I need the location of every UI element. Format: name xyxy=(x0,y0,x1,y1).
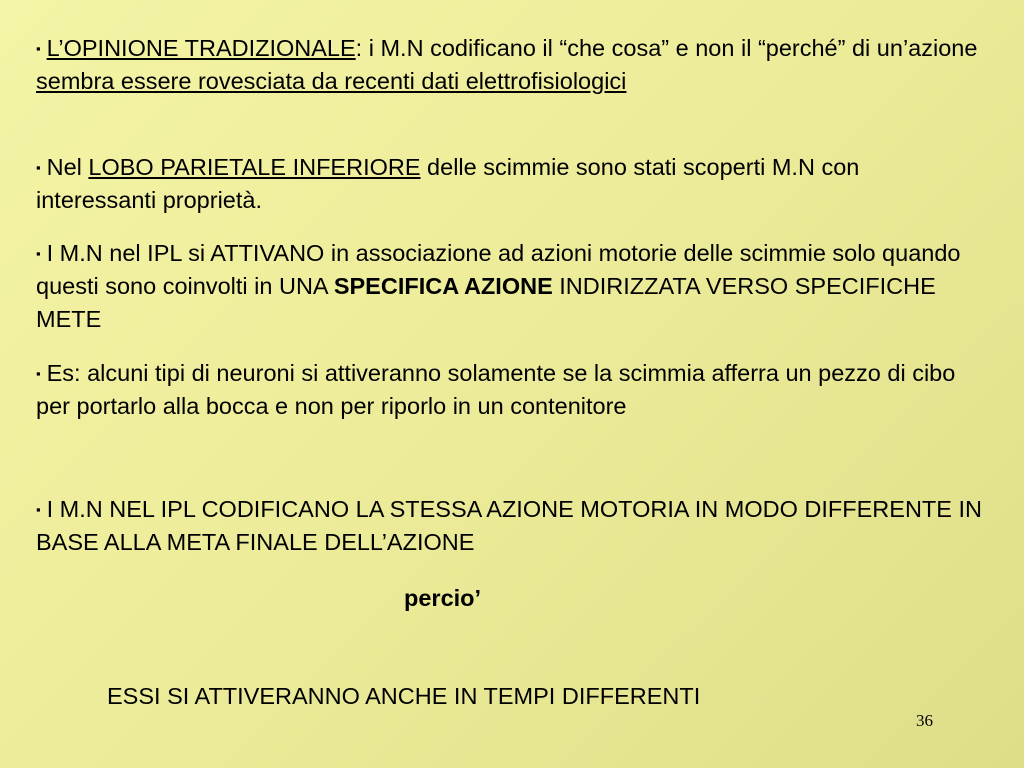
bullet-text: I M.N NEL IPL CODIFICANO LA STESSA AZIONE MOTORIA IN MODO DIFFERENTE IN BASE ALLA META FINALE DELL’AZIONE xyxy=(36,496,982,555)
bullet-text-underlined: sembra essere rovesciata da recenti dati elettrofisiologici xyxy=(36,68,627,94)
bullet-marker: ▪ xyxy=(36,502,41,517)
bullet-ipl-activation xyxy=(36,237,986,336)
conclusion-text: ESSI SI ATTIVERANNO ANCHE IN TEMPI DIFFERENTI xyxy=(107,683,701,709)
bullet-text: INDIRIZZATA VERSO SPECIFICHE METE xyxy=(36,273,936,332)
bullet-marker: ▪ xyxy=(36,246,41,261)
bullet-marker: ▪ xyxy=(36,366,41,381)
bullet-text: delle scimmie sono stati scoperti M.N con interessanti proprietà. xyxy=(36,154,860,213)
bullet-text: Nel xyxy=(46,154,89,180)
bullet-text: Es: alcuni tipi di neuroni si attiveranno solamente se la scimmia afferra un pezzo di cibo per portarlo alla bocca e non per riporlo in un contenitore xyxy=(36,360,956,419)
bullet-text-bold: SPECIFICA AZIONE xyxy=(333,273,553,299)
page-number: 36 xyxy=(916,711,933,730)
connector-text: percio’ xyxy=(404,585,482,611)
bullet-text-underlined: L’OPINIONE TRADIZIONALE xyxy=(46,35,356,61)
bullet-text: : i M.N codificano il “che cosa” e non il “perché” di un’azione xyxy=(355,35,978,61)
bullet-text-underlined: LOBO PARIETALE INFERIORE xyxy=(88,154,421,180)
bullet-coding-by-goal xyxy=(36,493,986,559)
bullet-example xyxy=(36,357,986,423)
bullet-marker: ▪ xyxy=(36,160,41,175)
bullet-traditional-opinion xyxy=(36,32,986,98)
bullet-parietal-lobe xyxy=(36,151,986,217)
bullet-marker: ▪ xyxy=(36,41,41,56)
bullet-text: I M.N nel IPL si ATTIVANO in associazione ad azioni motorie delle scimmie solo quando questi sono coinvolti in UNA xyxy=(36,240,961,299)
